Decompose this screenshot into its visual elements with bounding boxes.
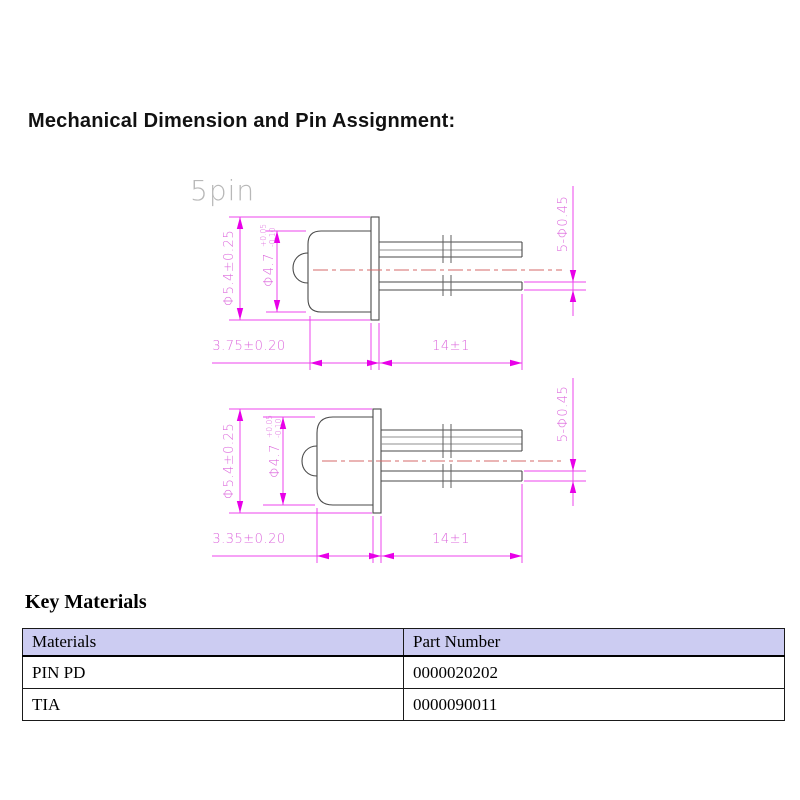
dim-flange-diameter-view2: Φ5.4±0.25 — [222, 422, 237, 500]
drawing-view-1 — [212, 186, 586, 370]
material-cell: PIN PD — [23, 656, 404, 689]
svg-text:-0.10: -0.10 — [274, 418, 283, 438]
dim-pin-length-view2: 14±1 — [432, 532, 470, 547]
dim-pin-diameter-view2: 5-Φ0.45 — [556, 385, 571, 443]
table-row — [23, 656, 785, 689]
svg-text:+0.05: +0.05 — [259, 224, 268, 247]
dim-flange-diameter-view1: Φ5.4±0.25 — [222, 229, 237, 307]
lens-dome-view1 — [293, 253, 308, 283]
dim-cap-diameter-view2 — [265, 415, 283, 478]
page-title: Mechanical Dimension and Pin Assignment: — [28, 110, 456, 132]
column-header-part-number: Part Number — [404, 629, 785, 657]
table-header-row — [23, 629, 785, 657]
material-cell: TIA — [23, 689, 404, 721]
lens-dome-view2 — [302, 446, 317, 476]
can-body-view1 — [308, 231, 371, 312]
part-number-cell: 0000090011 — [404, 689, 785, 721]
svg-text:Φ4.7: Φ4.7 — [262, 253, 277, 287]
package-pin-count-label: 5pin — [190, 174, 256, 207]
svg-text:-0.10: -0.10 — [268, 227, 277, 247]
flange-view1 — [371, 217, 379, 320]
svg-text:Φ4.7: Φ4.7 — [268, 444, 283, 478]
pin-break-marks-view2 — [443, 424, 451, 488]
table-row — [23, 689, 785, 721]
dim-cap-diameter-view1 — [259, 224, 277, 287]
dim-pin-length-view1: 14±1 — [432, 339, 470, 354]
dim-body-length-view1: 3.75±0.20 — [212, 339, 286, 354]
svg-text:+0.05: +0.05 — [265, 415, 274, 438]
column-header-materials: Materials — [23, 629, 404, 657]
dim-body-length-view2: 3.35±0.20 — [212, 532, 286, 547]
drawing-view-2 — [212, 378, 586, 563]
part-number-cell: 0000020202 — [404, 656, 785, 689]
dim-pin-diameter-view1: 5-Φ0.45 — [556, 195, 571, 253]
key-materials-heading: Key Materials — [25, 591, 147, 613]
key-materials-table — [22, 628, 785, 721]
package-outline-view2 — [302, 409, 562, 513]
pin-break-marks-view1 — [443, 235, 451, 296]
